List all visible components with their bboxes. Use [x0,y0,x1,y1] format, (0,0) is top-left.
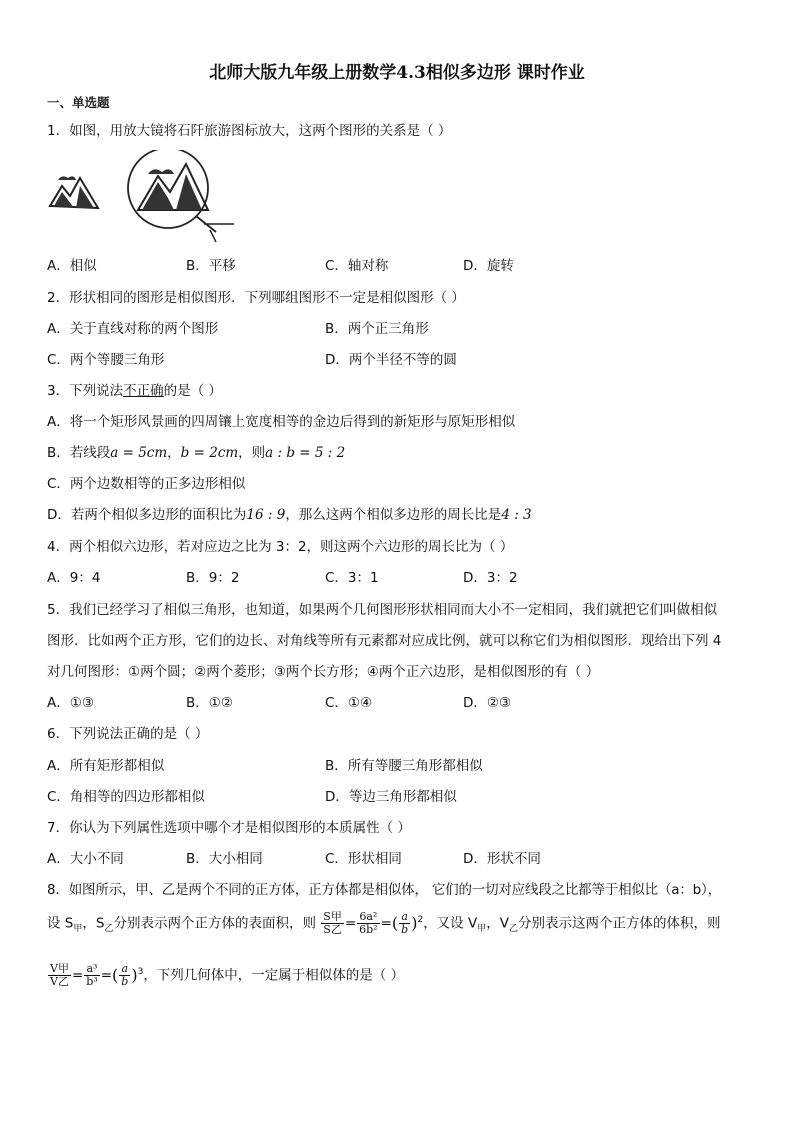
q4-stem: 4．两个相似六边形，若对应边之比为 3：2，则这两个六边形的周长比为（ ） [47,539,514,555]
surface-ratio-fraction: $\frac{\text{S甲}}{\text{S乙}}$ [323,910,342,936]
q3-option-b[interactable]: B．若线段a = 5cm，b = 2cm，则a : b = 5 : 2 [47,445,346,461]
q6-stem: 6．下列说法正确的是（ ） [47,726,209,742]
q1-option-a[interactable]: A．相似 [47,258,97,274]
q5-stem-line-2: 图形．比如两个正方形，它们的边长、对角线等所有元素都对应成比例，就可以称它们为相似图形．现给出下列 4 [47,633,722,649]
q3-option-d[interactable]: D．若两个相似多边形的面积比为16 : 9，那么这两个相似多边形的周长比是4 : 3 [47,507,532,523]
q3-option-a[interactable]: A．将一个矩形风景画的四周镶上宽度相等的金边后得到的新矩形与原矩形相似 [47,414,516,430]
section-heading: 一、单选题 [47,95,110,110]
q7-option-b[interactable]: B．大小相同 [186,851,263,867]
q4-option-c[interactable]: C．3：1 [325,570,379,586]
q1-option-b[interactable]: B．平移 [186,258,236,274]
q2-option-b[interactable]: B．两个正三角形 [325,321,429,337]
q2-stem: 2．形状相同的图形是相似图形．下列哪组图形不一定是相似图形（ ） [47,290,465,306]
q4-option-a[interactable]: A．9：4 [47,570,101,586]
q7-option-d[interactable]: D．形状不同 [463,851,541,867]
q1-figure [46,150,246,246]
q5-stem-line-1: 5．我们已经学习了相似三角形，也知道，如果两个几何图形形状相同而大小不一定相同，我们就把它们叫做相似 [47,602,718,618]
q8-stem-line-2: 设 $S_甲$，$S_乙$分别表示两个正方体的表面积，则 $\frac{\text{S甲}}{\text{S乙}}$ = $\frac{\text{6a²}}{\text{6b²}}$ =( $\frac{a}{b}$ )$^2$，又设 $V_甲$，$V_乙$分别表示这两个正方体的体积，则 [47,910,721,936]
q5-option-a[interactable]: A．①③ [47,695,94,711]
q3-option-c[interactable]: C．两个边数相等的正多边形相似 [47,476,246,492]
q5-option-d[interactable]: D．②③ [463,695,512,711]
q5-stem-line-3: 对几何图形：①两个圆；②两个菱形；③两个长方形；④两个正六边形，是相似图形的有（ ） [47,664,600,680]
q8-stem-line-1: 8．如图所示，甲、乙是两个不同的正方体，正方体都是相似体， 它们的一切对应线段之比都等于相似比（a：b）， [47,882,721,898]
q1-option-c[interactable]: C．轴对称 [325,258,389,274]
q8-stem-line-3: $\frac{\text{V甲}}{\text{V乙}}$ = $\frac{\text{a³}}{\text{b³}}$ =( $\frac{a}{b}$ )$^3$，下列几何体中，一定属于相似体的是（ ） [50,962,405,988]
q1-option-d[interactable]: D．旋转 [463,258,514,274]
q6-option-b[interactable]: B．所有等腰三角形都相似 [325,758,483,774]
q6-option-d[interactable]: D．等边三角形都相似 [325,789,457,805]
q7-option-c[interactable]: C．形状相同 [325,851,402,867]
q5-option-c[interactable]: C．①④ [325,695,373,711]
q6-option-c[interactable]: C．角相等的四边形都相似 [47,789,205,805]
q4-option-b[interactable]: B．9：2 [186,570,240,586]
q4-option-d[interactable]: D．3：2 [463,570,518,586]
small-mountain-icon [50,176,98,208]
q2-option-c[interactable]: C．两个等腰三角形 [47,352,165,368]
q7-option-a[interactable]: A．大小不同 [47,851,124,867]
q7-stem: 7．你认为下列属性选项中哪个才是相似图形的本质属性（ ） [47,820,411,836]
magnifier-icon [128,150,234,242]
page-title: 北师大版九年级上册数学4.3相似多边形 课时作业 [209,63,585,83]
q3-emphasis: 不正确 [123,383,164,399]
q3-stem: 3．下列说法不正确的是（ ） [47,383,222,399]
q6-option-a[interactable]: A．所有矩形都相似 [47,758,165,774]
q2-option-a[interactable]: A．关于直线对称的两个图形 [47,321,219,337]
q1-stem: 1．如图，用放大镜将石阡旅游图标放大，这两个图形的关系是（ ） [47,123,452,139]
q5-option-b[interactable]: B．①② [186,695,233,711]
q2-option-d[interactable]: D．两个半径不等的圆 [325,352,457,368]
volume-ratio-fraction: $\frac{\text{V甲}}{\text{V乙}}$ [50,962,69,988]
